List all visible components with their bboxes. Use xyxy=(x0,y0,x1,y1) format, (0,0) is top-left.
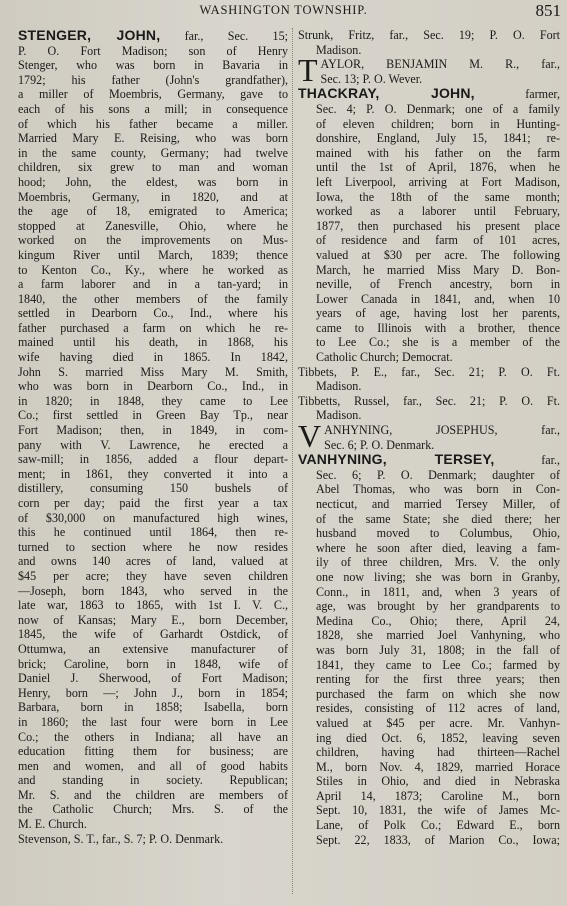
text-line: of the same State; she died there; her xyxy=(316,511,560,526)
text-line xyxy=(298,86,560,102)
text-line: and standing in society. Republican; xyxy=(18,773,288,788)
text-line: valued at $30 per acre. The following xyxy=(316,247,560,262)
text-line: a farm laborer and in a tan-yard; in xyxy=(18,277,288,292)
text-line: Stevenson, S. T., far., S. 7; P. O. Denmark. xyxy=(18,831,224,846)
text-line: —Joseph, born 1843, who served in the xyxy=(18,583,288,598)
text-span: AYLOR, BENJAMIN M. R., far., xyxy=(320,57,560,72)
text-line: $45 per acre; they have seven children xyxy=(18,568,288,583)
text-line: in 1820; in 1848, they came to Lee xyxy=(18,393,288,408)
text-line: Married Mary E. Reising, who was born xyxy=(18,131,288,146)
text-line: years of age, having lost her parents, xyxy=(316,306,560,321)
text-line: Sept. 10, 1831, the wife of James Mc- xyxy=(316,803,560,818)
text-line: stopped at Zanesville, Ohio, where he xyxy=(18,218,288,233)
text-line: one now living; she was born in Granby, xyxy=(316,569,560,584)
text-line: Lower Canada in 1841, and, when 10 xyxy=(316,291,560,306)
text-line: where he soon after died, leaving a fam- xyxy=(316,540,560,555)
text-line: necticut, and married Tersey Miller, of xyxy=(316,497,560,511)
text-line: April 14, 1873; Caroline M., born xyxy=(316,788,560,803)
text-line: Stenger, who was born in Bavaria in xyxy=(18,58,288,73)
text-line: children, having had thirteen—Rachel xyxy=(316,745,560,760)
text-line: Sec. 6; P. O. Denmark. xyxy=(324,437,435,452)
text-line: Iowa, the 18th of the same month; xyxy=(316,189,560,204)
text-line: in 1860; the last four were born in Lee xyxy=(18,714,288,729)
text-line: Stiles in Ohio, and died in Nebraska xyxy=(316,774,560,789)
right-column xyxy=(298,28,560,847)
text-line: children, six grew to man and woman xyxy=(18,160,288,175)
text-line: John S. married Miss Mary M. Smith, xyxy=(18,364,288,379)
text-line: ment; in 1861, they converted it into a xyxy=(18,466,288,481)
text-line: March, he married Miss Mary D. Bon- xyxy=(316,262,560,277)
text-line: mained with his father on the farm xyxy=(316,145,560,160)
text-line: until the 1st of April, 1876, when he xyxy=(316,160,560,175)
text-line: Sec. 4; P. O. Denmark; one of a family xyxy=(316,101,560,116)
text-line: pany with V. Lawrence, he erected a xyxy=(18,437,288,452)
text-line: distillery, consuming 150 bushels of xyxy=(18,481,288,496)
entry-name: VANHYNING, TERSEY, xyxy=(298,451,495,468)
text-line: education fitting them for business; are xyxy=(18,744,288,759)
text-line: who was born in Dearborn Co., Ind., in xyxy=(18,379,288,394)
text-line: mained until his death, in 1868, his xyxy=(18,335,288,350)
text-line: M. E. Church. xyxy=(18,817,87,832)
running-head xyxy=(0,3,567,21)
text-line: P. O. Fort Madison; son of Henry xyxy=(18,43,288,58)
text-line: this he continued until 1864, then re- xyxy=(18,525,288,540)
text-line: hood; John, the eldest, was born in xyxy=(18,174,288,189)
text-line: M., born Nov. 4, 1829, married Horace xyxy=(316,759,560,774)
text-line: Daniel J. Sherwood, of Fort Madison; xyxy=(18,671,288,686)
text-line: was born July 31, 1808; in the fall of xyxy=(316,642,560,657)
text-span: far., Sec. 15; xyxy=(160,29,288,43)
text-line: the Catholic Church; Mrs. S. of the xyxy=(18,802,288,817)
text-line: renting for the first three years; then xyxy=(316,672,560,687)
text-line: Sept. 22, 1833, of Marion Co., Iowa; xyxy=(316,832,560,847)
text-line: 1828, she married Joel Vanhyning, who xyxy=(316,628,560,643)
text-line: left Liverpool, arriving at Fort Madison, xyxy=(316,174,560,189)
text-line: and owns 140 acres of land, valued at xyxy=(18,554,288,569)
drop-capital: T xyxy=(298,52,318,89)
text-line: Madison. xyxy=(316,408,362,423)
page-number: 851 xyxy=(535,1,561,20)
text-line: Fort Madison; then, in 1849, in com- xyxy=(18,423,288,438)
text-line: men and women, and all of good habits xyxy=(18,758,288,773)
text-line: purchased the farm on which she now xyxy=(316,686,560,701)
text-line xyxy=(18,28,288,44)
text-line: of eleven children; born in Hunting- xyxy=(316,116,560,131)
text-line: age, was brought by her grandparents to xyxy=(316,599,560,614)
text-line: husband moved to Columbus, Ohio, xyxy=(316,526,560,541)
text-line: Madison. xyxy=(316,42,362,57)
text-line: of residence and farm of 101 acres, xyxy=(316,233,560,248)
text-line: saw-mill; in 1856, added a flour depart- xyxy=(18,452,288,467)
text-line: Catholic Church; Democrat. xyxy=(316,350,453,365)
text-line: Henry, born —; John J., born in 1854; xyxy=(18,685,288,700)
text-line: Sec. 13; P. O. Wever. xyxy=(320,71,423,86)
text-span: far., xyxy=(494,453,560,468)
text-line: kingum River until March, 1839; thence xyxy=(18,247,288,262)
text-line: father purchased a farm on which he re- xyxy=(18,320,288,335)
text-line: Moembris, Germany, in 1820, and at xyxy=(18,189,288,204)
text-line: donshire, England, July 15, 1841; re- xyxy=(316,131,560,146)
text-line: neville, of French ancestry, born in xyxy=(316,277,560,292)
text-line: of $30,000 on manufactured high wines, xyxy=(18,510,288,525)
text-line: of which his father became a miller. xyxy=(18,116,288,131)
text-line: Strunk, Fritz, far., Sec. 19; P. O. Fort xyxy=(298,28,560,42)
text-line: 1792; his father (John's grandfather), xyxy=(18,72,288,87)
text-line: Barbara, born in 1858; Isabella, born xyxy=(18,700,288,715)
text-line: came to Illinois with a brother, thence xyxy=(316,320,560,335)
entry-name: STENGER, JOHN, xyxy=(18,27,161,43)
text-line: settled in Dearborn Co., Ind., where his xyxy=(18,306,288,321)
text-line: each of his sons a mill; in consequence xyxy=(18,101,288,116)
text-line: corn per day; paid the first year a tax xyxy=(18,496,288,510)
text-line: 1845, the wife of Garhardt Ostdick, of xyxy=(18,627,288,642)
text-line: resides, consisting of 112 acres of land, xyxy=(316,701,560,716)
text-line: worked as a laborer until February, xyxy=(316,204,560,219)
text-line: 1877, then purchased his present place xyxy=(316,218,560,233)
text-line: Abel Thomas, who was born in Con- xyxy=(316,482,560,497)
text-line: 1841, they came to Lee Co.; farmed by xyxy=(316,657,560,672)
drop-capital: V xyxy=(298,418,322,455)
text-line: a miller of Moembris, Germany, gave to xyxy=(18,87,288,102)
entry-name: THACKRAY, JOHN, xyxy=(298,85,475,102)
text-line: turned to section where he now resides xyxy=(18,539,288,554)
text-line xyxy=(298,452,560,468)
text-line: Ottumwa, an extensive manufacturer of xyxy=(18,641,288,656)
text-line: Tibbetts, Russel, far., Sec. 21; P. O. Ft. xyxy=(298,393,560,408)
text-line: 1840, the other members of the family xyxy=(18,291,288,306)
text-line: ing died Oct. 6, 1852, leaving seven xyxy=(316,730,560,745)
text-line: in the same county, Germany; had twelve xyxy=(18,145,288,160)
text-span: farmer, xyxy=(474,87,560,102)
text-line: to Kenton Co., Ky., where he worked as xyxy=(18,262,288,277)
text-line: ily of three children, Mrs. V. the only xyxy=(316,555,560,570)
text-line: Lane, of Polk Co.; Edward E., born xyxy=(316,818,560,833)
text-line: worked on the improvements on Mus- xyxy=(18,233,288,248)
text-line: now of Kansas; Mary E., born December, xyxy=(18,612,288,627)
text-line: Conn., in 1811, and, when 3 years of xyxy=(316,584,560,599)
text-line: the age of 18, emigrated to America; xyxy=(18,204,288,219)
text-line: Madison. xyxy=(316,379,362,394)
left-column xyxy=(18,28,288,846)
text-line: late war, 1863 to 1865, with 1st I. V. C., xyxy=(18,598,288,613)
text-line: Medina Co., Ohio; there, April 24, xyxy=(316,613,560,628)
text-line: brick; Caroline, born in 1848, wife of xyxy=(18,656,288,671)
text-span: ANHYNING, JOSEPHUS, far., xyxy=(324,423,560,438)
text-line: Co.; the others in Indiana; all have an xyxy=(18,729,288,744)
text-line: to Lee Co.; she is a member of the xyxy=(316,335,560,350)
text-line: Tibbets, P. E., far., Sec. 21; P. O. Ft. xyxy=(298,364,560,379)
page-header-title: WASHINGTON TOWNSHIP. xyxy=(199,3,368,17)
text-line: Sec. 6; P. O. Denmark; daughter of xyxy=(316,467,560,482)
text-line: valued at $45 per acre. Mr. Vanhyn- xyxy=(316,715,560,730)
text-line: Co.; first settled in Green Bay Tp., near xyxy=(18,408,288,423)
column-divider xyxy=(292,28,293,894)
text-line: Mr. S. and the children are members of xyxy=(18,787,288,802)
text-line: wife having died in 1865. In 1842, xyxy=(18,350,288,365)
